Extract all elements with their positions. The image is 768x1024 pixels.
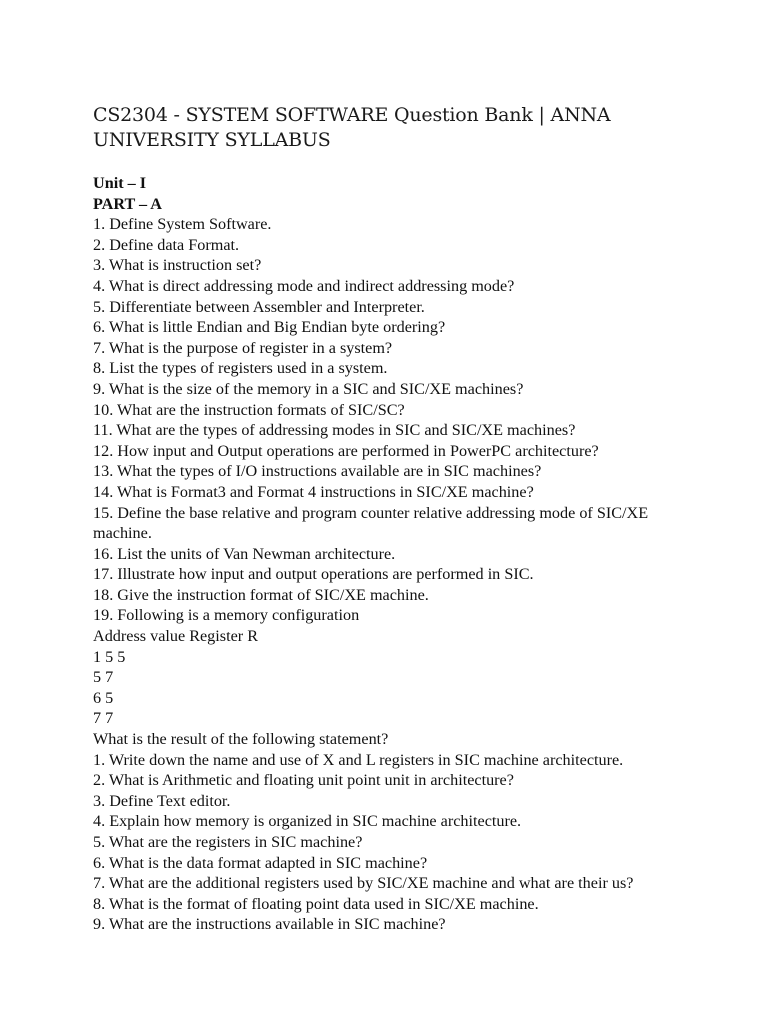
question-line: 3. Define Text editor.: [93, 791, 231, 810]
question-line: 1. Write down the name and use of X and L registers in SIC machine architecture.: [93, 750, 624, 769]
unit-heading: Unit – I: [93, 174, 147, 192]
question-line: 6. What is the data format adapted in SIC machine?: [93, 853, 428, 872]
question-line: 3. What is instruction set?: [93, 256, 262, 275]
question-line: 5. Differentiate between Assembler and Interpreter.: [93, 297, 425, 316]
question-line: 12. How input and Output operations are performed in PowerPC architecture?: [93, 441, 599, 460]
question-line: 9. What are the instructions available in SIC machine?: [93, 915, 446, 934]
question-line: 17. Illustrate how input and output operations are performed in SIC.: [93, 565, 534, 584]
question-line: 13. What the types of I/O instructions available are in SIC machines?: [93, 462, 542, 481]
question-line: 11. What are the types of addressing modes in SIC and SIC/XE machines?: [93, 421, 576, 440]
memory-table-header: Address value Register R: [93, 627, 258, 646]
question-line: 8. What is the format of floating point data used in SIC/XE machine.: [93, 894, 539, 913]
memory-table-row: 1 5 5: [93, 647, 126, 666]
question-line: 15. Define the base relative and program counter relative addressing mode of SIC/XE machine.: [93, 503, 649, 543]
question-list: [93, 173, 683, 935]
question-line: 19. Following is a memory configuration: [93, 606, 360, 625]
part-heading: PART – A: [93, 194, 162, 213]
question-line: 4. Explain how memory is organized in SIC machine architecture.: [93, 812, 522, 831]
question-line: 2. What is Arithmetic and floating unit point unit in architecture?: [93, 771, 514, 790]
question-line: 6. What is little Endian and Big Endian byte ordering?: [93, 318, 446, 337]
question-line: 4. What is direct addressing mode and indirect addressing mode?: [93, 276, 515, 295]
question-line: What is the result of the following statement?: [93, 730, 389, 749]
memory-table-row: 5 7: [93, 668, 114, 687]
question-line: 16. List the units of Van Newman architecture.: [93, 544, 396, 563]
question-line: 9. What is the size of the memory in a SIC and SIC/XE machines?: [93, 379, 524, 398]
memory-table-row: 7 7: [93, 709, 114, 728]
question-line: 1. Define System Software.: [93, 215, 272, 234]
question-line: 7. What are the additional registers used by SIC/XE machine and what are their us?: [93, 874, 634, 893]
question-line: 5. What are the registers in SIC machine?: [93, 833, 363, 851]
question-line: 8. List the types of registers used in a system.: [93, 359, 388, 378]
question-line: 7. What is the purpose of register in a system?: [93, 338, 393, 357]
document-title: CS2304 - SYSTEM SOFTWARE Question Bank | ANNA UNIVERSITY SYLLABUS: [93, 104, 611, 151]
question-line: 14. What is Format3 and Format 4 instructions in SIC/XE machine?: [93, 482, 534, 501]
question-line: 2. Define data Format.: [93, 235, 240, 254]
memory-table-row: 6 5: [93, 688, 114, 707]
question-line: 10. What are the instruction formats of SIC/SC?: [93, 400, 405, 419]
question-line: 18. Give the instruction format of SIC/XE machine.: [93, 585, 429, 604]
